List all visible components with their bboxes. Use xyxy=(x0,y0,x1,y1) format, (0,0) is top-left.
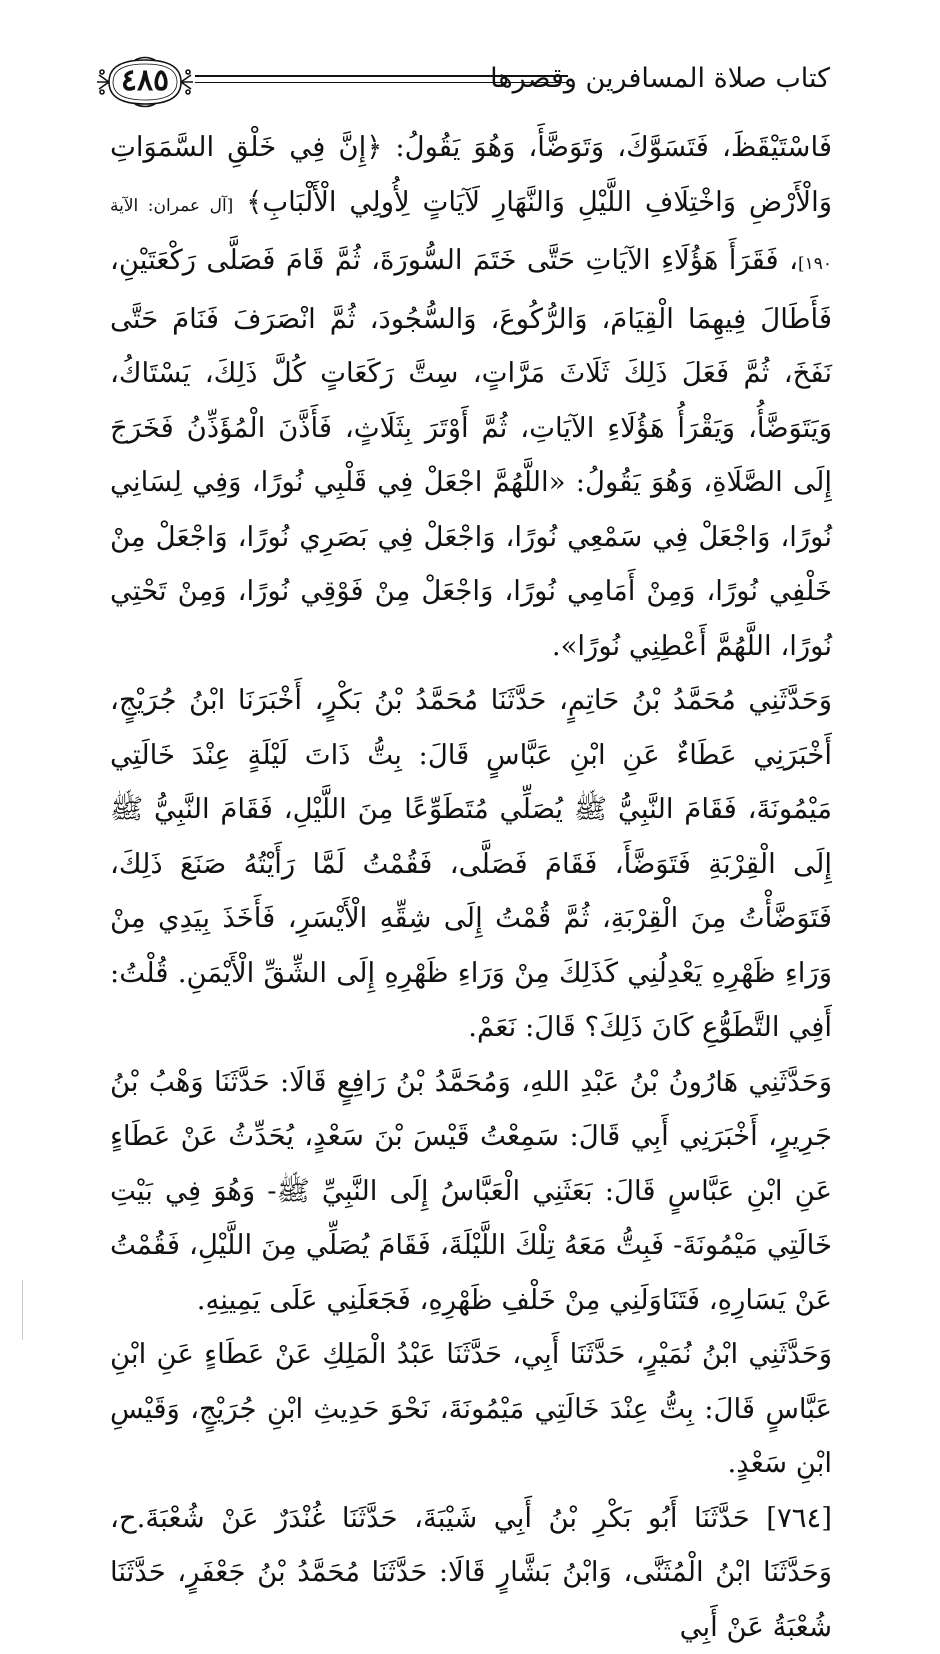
page-body xyxy=(110,120,832,1340)
paragraph-5-hadith-764: [٧٦٤] حَدَّثَنَا أَبُو بَكْرِ بْنُ أَبِي شَيْبَةَ، حَدَّثَنَا غُنْدَرٌ عَنْ شُعْبَةَ.ح، وَحَدَّثَنَا ابْنُ الْمُثَنَّى، وَابْنُ بَشَّارٍ قَالَا: حَدَّثَنَا مُحَمَّدُ بْنُ جَعْفَرٍ، حَدَّثَنَا شُعْبَةُ عَنْ أَبِي xyxy=(110,1491,832,1654)
paragraph-1 xyxy=(110,120,832,673)
scan-margin-line xyxy=(22,1280,23,1340)
paragraph-2: وَحَدَّثَنِي مُحَمَّدُ بْنُ حَاتِمٍ، حَدَّثَنَا مُحَمَّدُ بْنُ بَكْرٍ، أَخْبَرَنَا ابْنُ جُرَيْجٍ، أَخْبَرَنِي عَطَاءٌ عَنِ ابْنِ عَبَّاسٍ قَالَ: بِتُّ ذَاتَ لَيْلَةٍ عِنْدَ خَالَتِي مَيْمُونَةَ، فَقَامَ النَّبِيُّ ﷺ يُصَلِّي مُتَطَوِّعًا مِنَ اللَّيْلِ، فَقَامَ النَّبِيُّ ﷺ إِلَى الْقِرْبَةِ فَتَوَضَّأَ، فَقَامَ فَصَلَّى، فَقُمْتُ لَمَّا رَأَيْتُهُ صَنَعَ ذَلِكَ، فَتَوَضَّأْتُ مِنَ الْقِرْبَةِ، ثُمَّ قُمْتُ إِلَى شِقِّهِ الْأَيْسَرِ، فَأَخَذَ بِيَدِي مِنْ وَرَاءِ ظَهْرِهِ يَعْدِلُنِي كَذَلِكَ مِنْ وَرَاءِ ظَهْرِهِ إِلَى الشِّقِّ الْأَيْمَنِ. قُلْتُ: أَفِي التَّطَوُّعِ كَانَ ذَلِكَ؟ قَالَ: نَعَمْ. xyxy=(110,673,832,1055)
page-header xyxy=(95,55,830,109)
quran-citation: [آل عمران: الآية ١٩٠] xyxy=(110,196,832,275)
paragraph-3: وَحَدَّثَنِي هَارُونُ بْنُ عَبْدِ اللهِ، وَمُحَمَّدُ بْنُ رَافِعٍ قَالَا: حَدَّثَنَا وَهْبُ بْنُ جَرِيرٍ، أَخْبَرَنِي أَبِي قَالَ: سَمِعْتُ قَيْسَ بْنَ سَعْدٍ، يُحَدِّثُ عَنْ عَطَاءٍ عَنِ ابْنِ عَبَّاسٍ قَالَ: بَعَثَنِي الْعَبَّاسُ إِلَى النَّبِيِّ ﷺ- وَهُوَ فِي بَيْتِ خَالَتِي مَيْمُونَةَ- فَبِتُّ مَعَهُ تِلْكَ اللَّيْلَةَ، فَقَامَ يُصَلِّي مِنَ اللَّيْلِ، فَقُمْتُ عَنْ يَسَارِهِ، فَتَنَاوَلَنِي مِنْ خَلْفِ ظَهْرِهِ، فَجَعَلَنِي عَلَى يَمِينِهِ. xyxy=(110,1055,832,1328)
paragraph-1-text-end: ، فَقَرَأَ هَؤُلَاءِ الآيَاتِ حَتَّى خَتَمَ السُّورَةَ، ثُمَّ قَامَ فَصَلَّى رَكْعَتَيْنِ، فَأَطَالَ فِيهِمَا الْقِيَامَ، وَالرُّكُوعَ، وَالسُّجُودَ، ثُمَّ انْصَرَفَ فَنَامَ حَتَّى نَفَخَ، ثُمَّ فَعَلَ ذَلِكَ ثَلَاثَ مَرَّاتٍ، سِتَّ رَكَعَاتٍ كُلَّ ذَلِكَ، يَسْتَاكُ، وَيَتَوَضَّأُ، وَيَقْرَأُ هَؤُلَاءِ الآيَاتِ، ثُمَّ أَوْتَرَ بِثَلَاثٍ، فَأَذَّنَ الْمُؤَذِّنُ فَخَرَجَ إِلَى الصَّلَاةِ، وَهُوَ يَقُولُ: «اللَّهُمَّ اجْعَلْ فِي قَلْبِي نُورًا، وَفِي لِسَانِي نُورًا، وَاجْعَلْ فِي سَمْعِي نُورًا، وَاجْعَلْ فِي بَصَرِي نُورًا، وَاجْعَلْ مِنْ خَلْفِي نُورًا، وَمِنْ أَمَامِي نُورًا، وَاجْعَلْ مِنْ فَوْقِي نُورًا، وَمِنْ تَحْتِي نُورًا، اللَّهُمَّ أَعْطِنِي نُورًا». xyxy=(110,244,832,662)
running-header-title: كتاب صلاة المسافرين وقصرها xyxy=(490,61,830,97)
page-number: ٤٨٥ xyxy=(113,63,177,99)
paragraph-4: وَحَدَّثَنِي ابْنُ نُمَيْرٍ، حَدَّثَنَا أَبِي، حَدَّثَنَا عَبْدُ الْمَلِكِ عَنْ عَطَاءٍ عَنِ ابْنِ عَبَّاسٍ قَالَ: بِتُّ عِنْدَ خَالَتِي مَيْمُونَةَ، نَحْوَ حَدِيثِ ابْنِ جُرَيْجٍ، وَقَيْسِ ابْنِ سَعْدٍ. xyxy=(110,1327,832,1491)
paragraph-1-text-start: فَاسْتَيْقَظَ، فَتَسَوَّكَ، وَتَوَضَّأَ، وَهُوَ يَقُولُ: ﴿إِنَّ فِي خَلْقِ السَّمَوَاتِ وَالْأَرْضِ وَاخْتِلَافِ اللَّيْلِ وَالنَّهَارِ لَآيَاتٍ لِأُولِي الْأَلْبَابِ﴾ xyxy=(110,131,832,218)
